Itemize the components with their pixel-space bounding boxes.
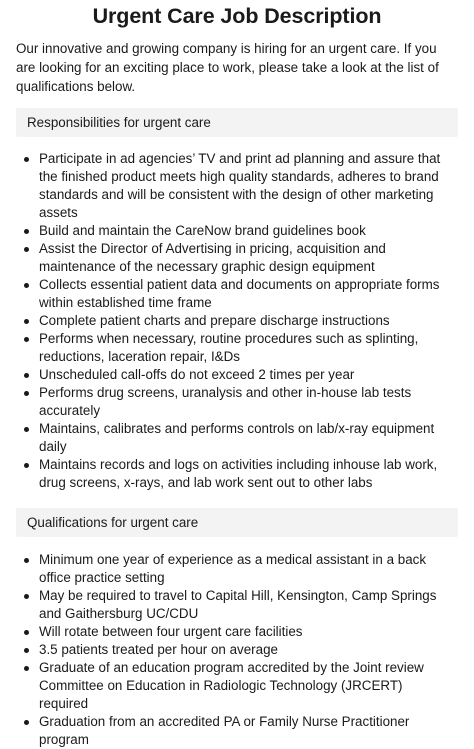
responsibility-item xyxy=(16,330,458,366)
bullet-icon xyxy=(24,720,29,725)
responsibility-item xyxy=(16,276,458,312)
responsibility-text: Participate in ad agencies’ TV and print ad planning and assure that the finished product meets high quality standards, adheres to brand standards and will be consistent with the design of other marketing assets xyxy=(39,151,441,220)
qualifications-list xyxy=(16,551,458,749)
qualification-text: 3.5 patients treated per hour on average xyxy=(39,642,278,657)
responsibility-item xyxy=(16,366,458,384)
bullet-icon xyxy=(24,229,29,234)
responsibility-item xyxy=(16,150,458,222)
responsibility-text: Build and maintain the CareNow brand guidelines book xyxy=(39,223,366,238)
responsibility-text: Performs drug screens, uranalysis and other in-house lab tests accurately xyxy=(39,385,412,418)
qualification-item xyxy=(16,587,458,623)
bullet-icon xyxy=(24,283,29,288)
bullet-icon xyxy=(24,558,29,563)
responsibility-item xyxy=(16,240,458,276)
bullet-icon xyxy=(24,594,29,599)
qualification-item xyxy=(16,551,458,587)
responsibility-text: Complete patient charts and prepare discharge instructions xyxy=(39,313,390,328)
bullet-icon xyxy=(24,391,29,396)
responsibilities-header: Responsibilities for urgent care xyxy=(16,108,458,137)
responsibility-text: Maintains, calibrates and performs controls on lab/x-ray equipment daily xyxy=(39,421,435,454)
qualification-item xyxy=(16,641,458,659)
bullet-icon xyxy=(24,648,29,653)
bullet-icon xyxy=(24,427,29,432)
responsibility-text: Collects essential patient data and documents on appropriate forms within established time frame xyxy=(39,277,440,310)
responsibility-item xyxy=(16,312,458,330)
qualification-item xyxy=(16,713,458,749)
responsibility-item xyxy=(16,420,458,456)
responsibility-text: Maintains records and logs on activities including inhouse lab work, drug screens, x-rays, and lab work sent out to other labs xyxy=(39,457,438,490)
responsibility-item xyxy=(16,222,458,240)
bullet-icon xyxy=(24,319,29,324)
bullet-icon xyxy=(24,337,29,342)
qualification-item xyxy=(16,659,458,713)
page-title: Urgent Care Job Description xyxy=(92,4,382,28)
qualification-text: May be required to travel to Capital Hill, Kensington, Camp Springs and Gaithersburg UC/CDU xyxy=(39,588,437,621)
qualification-item xyxy=(16,623,458,641)
qualifications-header: Qualifications for urgent care xyxy=(16,508,458,537)
qualification-text: Minimum one year of experience as a medical assistant in a back office practice setting xyxy=(39,552,427,585)
qualification-text: Graduation from an accredited PA or Family Nurse Practitioner program xyxy=(39,714,410,747)
responsibility-text: Unscheduled call-offs do not exceed 2 times per year xyxy=(39,367,355,382)
responsibility-text: Performs when necessary, routine procedures such as splinting, reductions, laceration repair, I&Ds xyxy=(39,331,419,364)
intro-paragraph: Our innovative and growing company is hiring for an urgent care. If you are looking for an exciting place to work, please take a look at the list of qualifications below. xyxy=(16,41,439,94)
responsibility-text: Assist the Director of Advertising in pricing, acquisition and maintenance of the necessary graphic design equipment xyxy=(39,241,386,274)
responsibility-item xyxy=(16,456,458,492)
bullet-icon xyxy=(24,247,29,252)
qualification-text: Will rotate between four urgent care facilities xyxy=(39,624,303,639)
responsibility-item xyxy=(16,384,458,420)
bullet-icon xyxy=(24,630,29,635)
qualification-text: Graduate of an education program accredited by the Joint review Committee on Education in Radiologic Technology (JRCERT) required xyxy=(39,660,424,711)
bullet-icon xyxy=(24,157,29,162)
bullet-icon xyxy=(24,373,29,378)
bullet-icon xyxy=(24,463,29,468)
responsibilities-list xyxy=(16,150,458,492)
bullet-icon xyxy=(24,666,29,671)
